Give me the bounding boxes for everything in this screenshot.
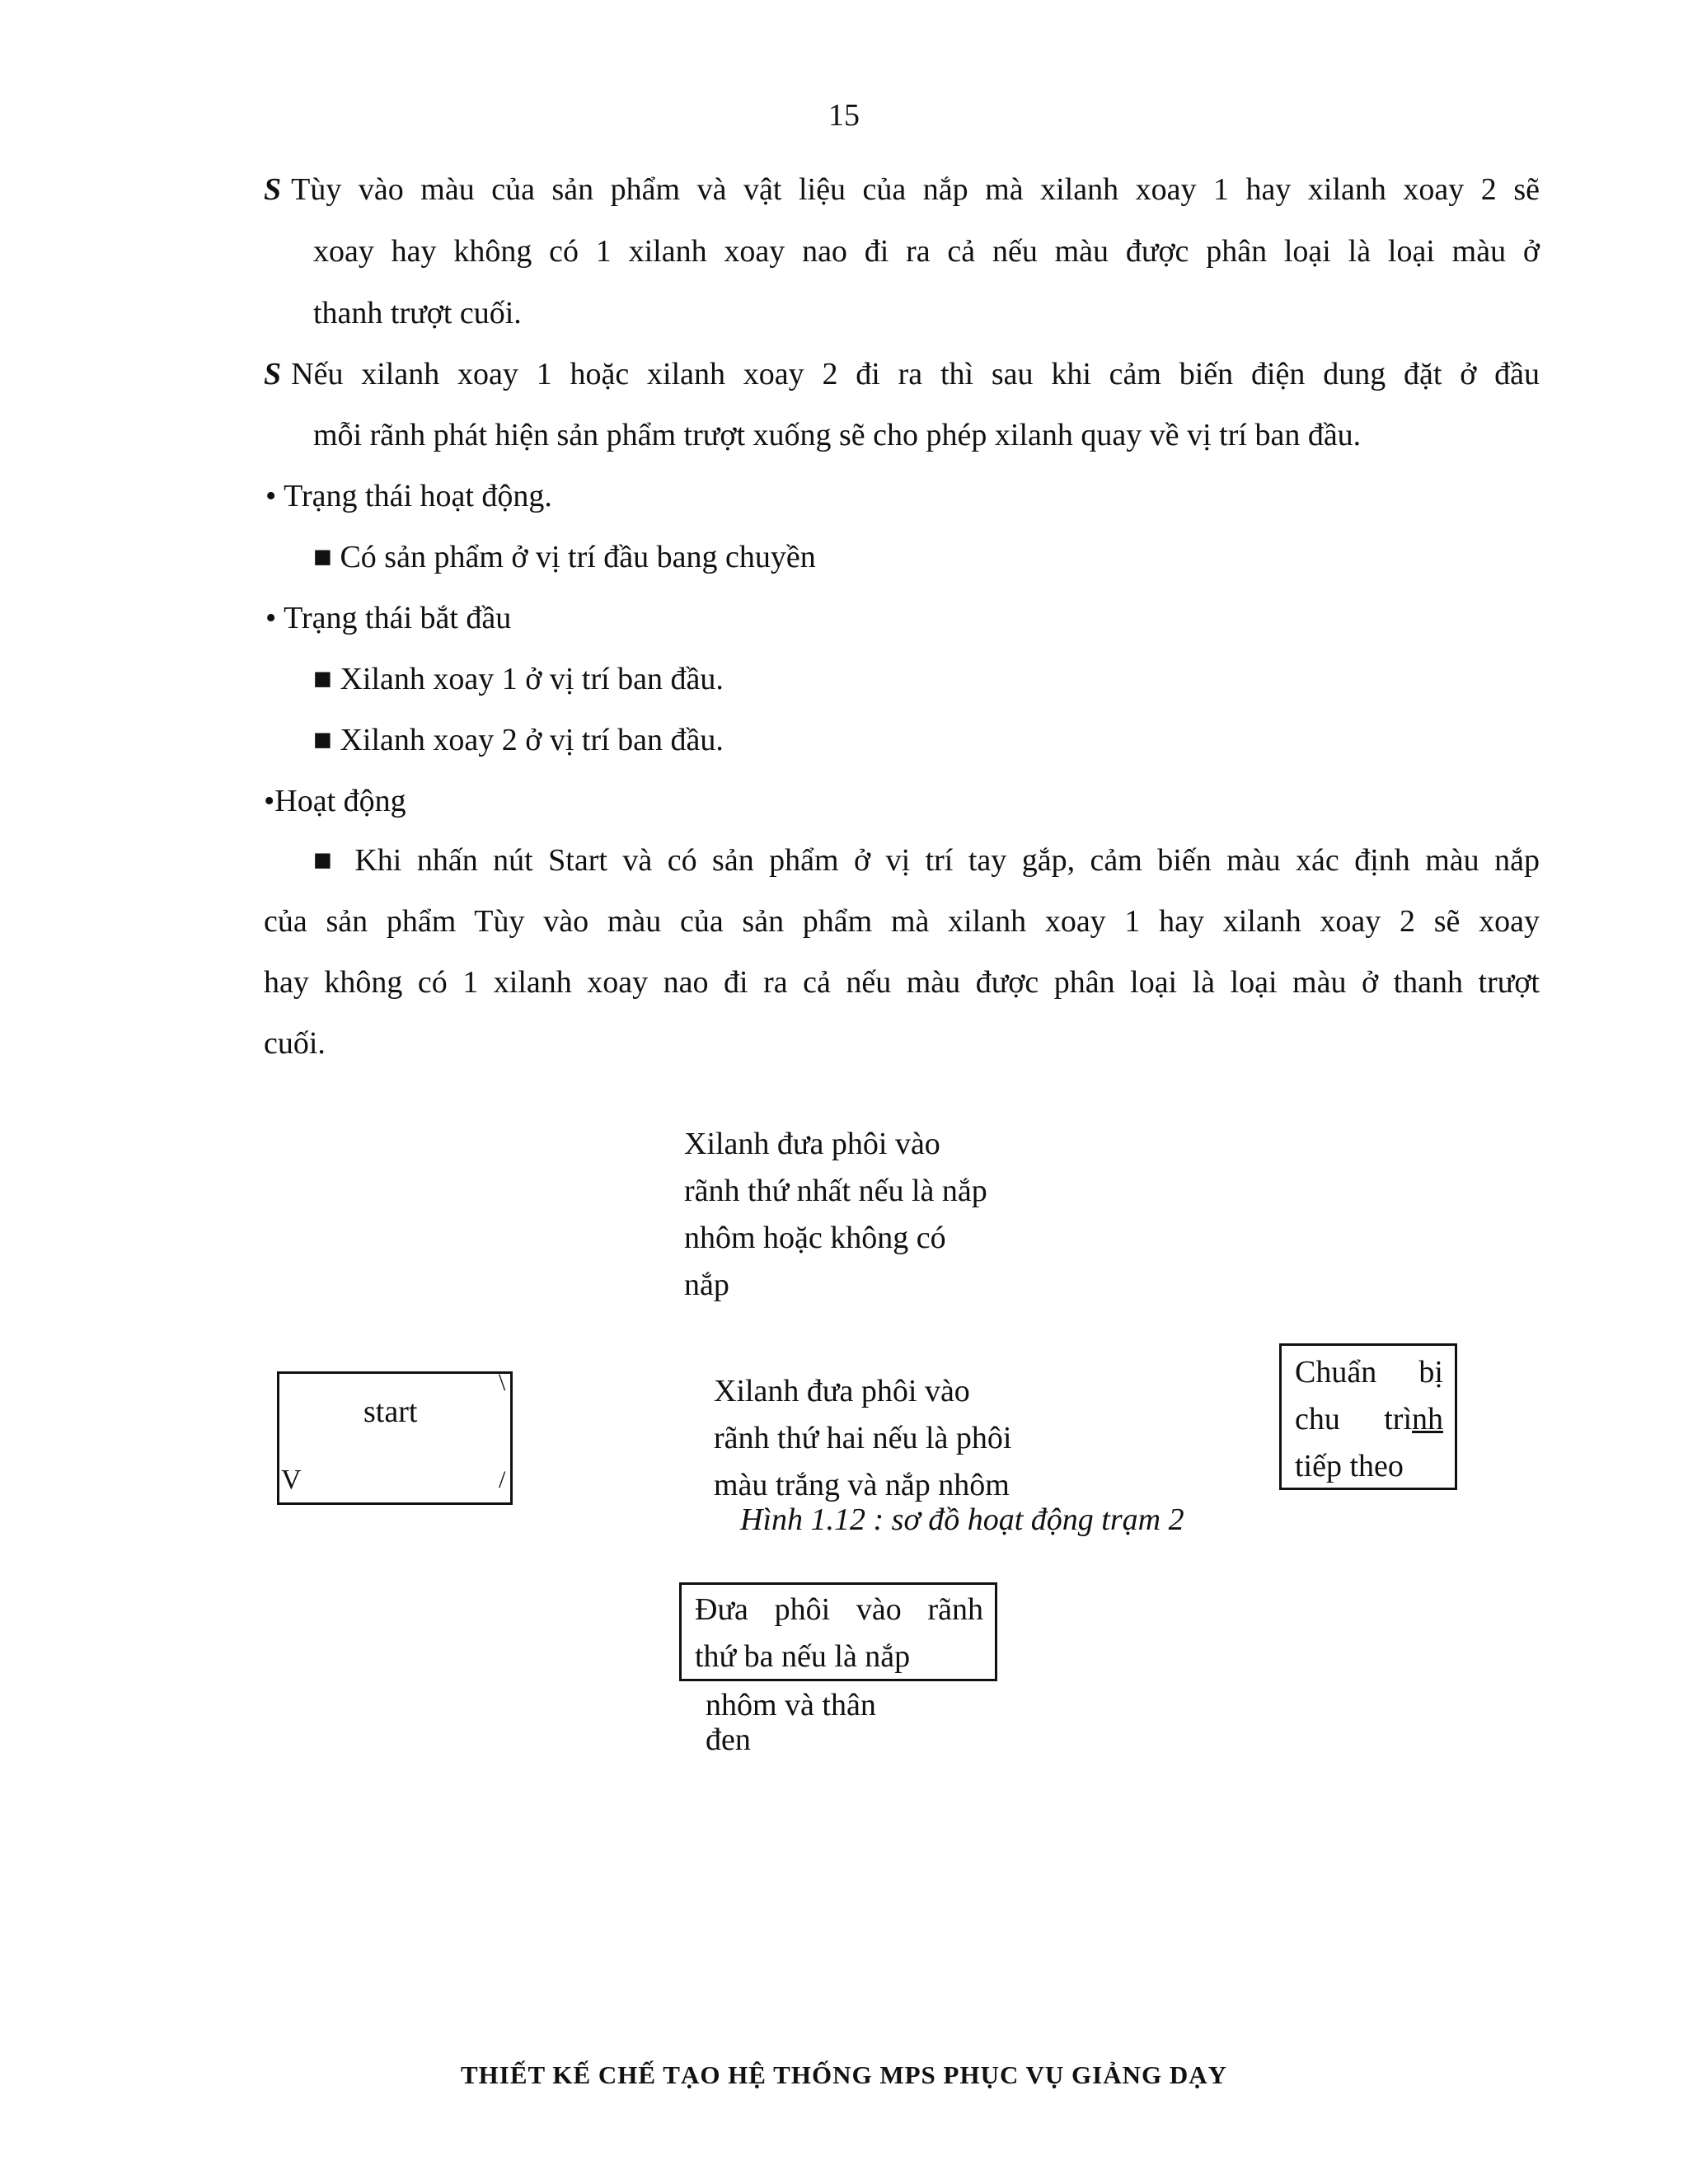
para1-line2: xoay hay không có 1 xilanh xoay nao đi ra cả nếu màu được phân loại là loại màu ở	[313, 234, 1540, 269]
start-mark-v: V	[281, 1465, 302, 1495]
para2-line1-text: Nếu xilanh xoay 1 hoặc xilanh xoay 2 đi ra thì sau khi cảm biến điện dung đặt ở đầu	[291, 357, 1540, 391]
step3-box	[679, 1582, 997, 1681]
para2-line2: mỗi rãnh phát hiện sản phẩm trượt xuống sẽ cho phép xilanh quay về vị trí ban đầu.	[313, 418, 1362, 452]
start-box	[277, 1371, 513, 1505]
start-mark-top-right: \	[499, 1369, 506, 1396]
step1-line: Xilanh đưa phôi vào	[684, 1127, 940, 1161]
next-line1: Chuẩn bị	[1295, 1355, 1443, 1390]
step2-line: Xilanh đưa phôi vào	[714, 1374, 970, 1408]
start-label: start	[363, 1394, 418, 1429]
operation-line2: của sản phẩm Tùy vào màu của sản phẩm mà xilanh xoay 1 hay xilanh xoay 2 sẽ xoay	[264, 904, 1540, 939]
para2-line1	[264, 356, 1540, 394]
step2-line: rãnh thứ hai nếu là phôi	[714, 1421, 1012, 1455]
para1-line1	[264, 171, 1540, 209]
step3-after-line: nhôm và thân	[706, 1688, 876, 1722]
next-cycle-text	[1295, 1349, 1443, 1490]
page-footer: THIẾT KẾ CHẾ TẠO HỆ THỐNG MPS PHỤC VỤ GIẢNG DẠY	[460, 2060, 1228, 2089]
next-line2-a: chu trì	[1295, 1402, 1412, 1436]
next-line3: tiếp theo	[1295, 1449, 1404, 1483]
state-start-sub2: ■ Xilanh xoay 2 ở vị trí ban đầu.	[313, 723, 724, 757]
page-number: 15	[828, 98, 860, 133]
next-line2	[1295, 1396, 1443, 1443]
state-active-bullet: • Trạng thái hoạt động.	[265, 479, 552, 513]
step3-boxed-line: thứ ba nếu là nắp	[695, 1639, 911, 1674]
diagram-step1	[684, 1121, 987, 1309]
operation-heading: •Hoạt động	[264, 784, 406, 818]
para1-marker: S	[264, 172, 282, 207]
step1-line: rãnh thứ nhất nếu là nắp	[684, 1174, 987, 1208]
step3-after	[706, 1688, 876, 1757]
next-line2-b: nh	[1412, 1402, 1443, 1436]
para2-marker: S	[264, 357, 282, 391]
step1-line: nắp	[684, 1268, 729, 1302]
diagram-step2	[714, 1368, 1011, 1509]
step1-line: nhôm hoặc không có	[684, 1221, 946, 1255]
state-start-sub1: ■ Xilanh xoay 1 ở vị trí ban đầu.	[313, 662, 724, 696]
step3-after-line: đen	[706, 1722, 751, 1757]
operation-line4: cuối.	[264, 1026, 326, 1061]
step3-boxed-line: Đưa phôi vào rãnh	[695, 1592, 983, 1627]
next-cycle-box	[1279, 1343, 1457, 1490]
step3-boxed-text	[695, 1586, 983, 1680]
operation-line1: ■ Khi nhấn nút Start và có sản phẩm ở vị trí tay gắp, cảm biến màu xác định màu nắp	[313, 843, 1540, 878]
state-start-bullet: • Trạng thái bắt đầu	[265, 601, 512, 635]
operation-line3: hay không có 1 xilanh xoay nao đi ra cả nếu màu được phân loại là loại màu ở thanh trượt	[264, 965, 1540, 1000]
step2-line: màu trắng và nắp nhôm	[714, 1468, 1010, 1502]
start-mark-bottom-right: /	[499, 1466, 506, 1493]
para1-line1-text: Tùy vào màu của sản phẩm và vật liệu của nắp mà xilanh xoay 1 hay xilanh xoay 2 sẽ	[291, 172, 1540, 207]
state-active-sub1: ■ Có sản phẩm ở vị trí đầu bang chuyền	[313, 540, 816, 574]
figure-caption: Hình 1.12 : sơ đồ hoạt động trạm 2	[740, 1502, 1184, 1537]
para1-line3: thanh trượt cuối.	[313, 296, 522, 330]
